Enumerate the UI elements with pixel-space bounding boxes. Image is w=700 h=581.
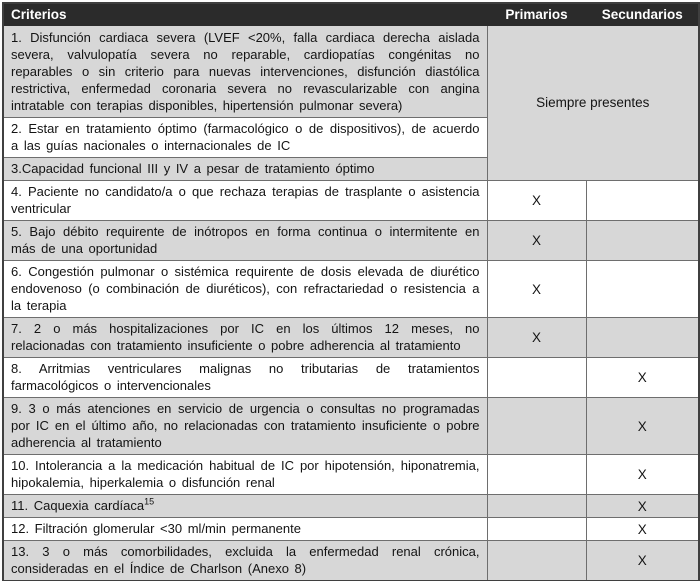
secondary-mark-cell <box>586 181 699 221</box>
header-row <box>3 3 699 26</box>
header-primary: Primarios <box>487 3 586 26</box>
primary-mark-cell <box>487 358 586 398</box>
criteria-cell: 8. Arritmias ventriculares malignas no tributarias de tratamientos farmacológicos o intervencionales <box>3 358 487 398</box>
criteria-cell: 12. Filtración glomerular <30 ml/min permanente <box>3 518 487 541</box>
secondary-mark-cell <box>586 318 699 358</box>
table-row <box>3 221 699 261</box>
criteria-cell: 7. 2 o más hospitalizaciones por IC en los últimos 12 meses, no relacionadas con tratamiento insuficiente o pobre adherencia al tratamiento <box>3 318 487 358</box>
secondary-mark-cell <box>586 261 699 318</box>
footnote-reference: 15 <box>144 496 155 507</box>
table-row <box>3 358 699 398</box>
secondary-mark-cell: X <box>586 455 699 495</box>
secondary-mark-cell: X <box>586 518 699 541</box>
table-row <box>3 26 699 118</box>
table-row <box>3 541 699 581</box>
primary-mark-cell <box>487 398 586 455</box>
header-criteria: Criterios <box>3 3 487 26</box>
criteria-cell: 3.Capacidad funcional III y IV a pesar de tratamiento óptimo <box>3 158 487 181</box>
table-row <box>3 398 699 455</box>
table-row <box>3 455 699 495</box>
header-secondary: Secundarios <box>586 3 699 26</box>
secondary-mark-cell <box>586 221 699 261</box>
table-header <box>3 3 699 26</box>
table-row <box>3 495 699 518</box>
criteria-cell: 10. Intolerancia a la medicación habitual de IC por hipotensión, hiponatremia, hipokalemia, hiperkalemia o disfunción renal <box>3 455 487 495</box>
criteria-text: 11. Caquexia cardíaca <box>11 498 145 513</box>
table-row <box>3 518 699 541</box>
primary-mark-cell: X <box>487 221 586 261</box>
criteria-cell: 2. Estar en tratamiento óptimo (farmacológico o de dispositivos), de acuerdo a las guías nacionales o internacionales de IC <box>3 118 487 158</box>
primary-mark-cell <box>487 541 586 581</box>
criteria-cell: 6. Congestión pulmonar o sistémica requirente de dosis elevada de diurético endovenoso (o combinación de diuréticos), con refractariedad o resistencia a la terapia <box>3 261 487 318</box>
primary-mark-cell <box>487 495 586 518</box>
primary-mark-cell: X <box>487 318 586 358</box>
primary-mark-cell <box>487 455 586 495</box>
always-present-cell: Siempre presentes <box>487 26 699 181</box>
secondary-mark-cell: X <box>586 541 699 581</box>
criteria-table <box>2 2 700 581</box>
table-row <box>3 318 699 358</box>
table-row <box>3 261 699 318</box>
criteria-cell: 5. Bajo débito requirente de inótropos en forma continua o intermitente en más de una oportunidad <box>3 221 487 261</box>
primary-mark-cell: X <box>487 261 586 318</box>
table-row <box>3 181 699 221</box>
primary-mark-cell <box>487 518 586 541</box>
criteria-cell: 1. Disfunción cardiaca severa (LVEF <20%, falla cardiaca derecha aislada severa, valvulopatía severa no reparable, cardiopatías congénitas no reparables o sin criterio para nuevas intervenciones, disfunción diastólica restrictiva, enfermedad coronaria severa no revascularizable con angina intratable con terapias disponibles, hipertensión pulmonar severa) <box>3 26 487 118</box>
secondary-mark-cell: X <box>586 358 699 398</box>
secondary-mark-cell: X <box>586 495 699 518</box>
criteria-cell: 13. 3 o más comorbilidades, excluida la enfermedad renal crónica, consideradas en el Índice de Charlson (Anexo 8) <box>3 541 487 581</box>
criteria-cell <box>3 495 487 518</box>
primary-mark-cell: X <box>487 181 586 221</box>
secondary-mark-cell: X <box>586 398 699 455</box>
criteria-cell: 9. 3 o más atenciones en servicio de urgencia o consultas no programadas por IC en el último año, no relacionadas con tratamiento insuficiente o pobre adherencia al tratamiento <box>3 398 487 455</box>
criteria-cell: 4. Paciente no candidato/a o que rechaza terapias de trasplante o asistencia ventricular <box>3 181 487 221</box>
